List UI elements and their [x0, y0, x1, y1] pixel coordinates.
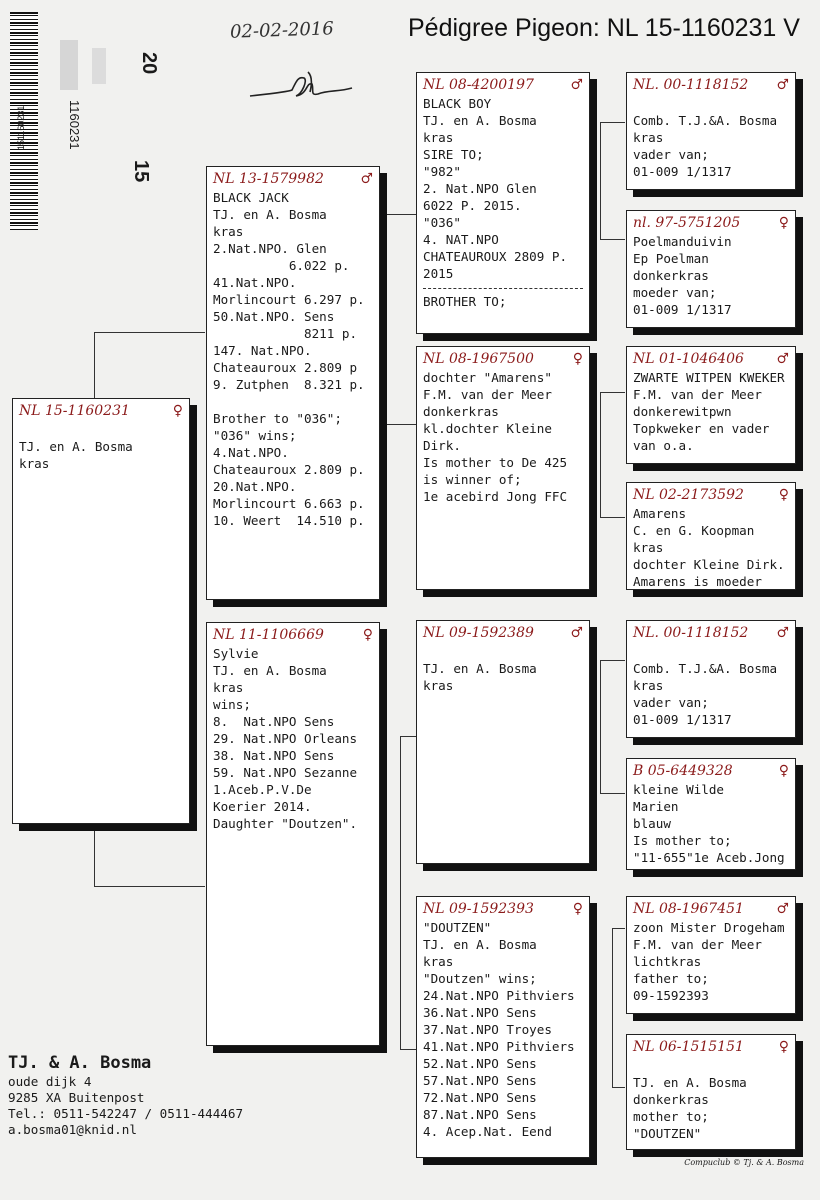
- ring-number: [633, 624, 789, 642]
- pigeon-info-line: wins;: [213, 697, 251, 712]
- sex-icon: ♀: [572, 901, 583, 917]
- ring-number: [213, 170, 373, 188]
- owner-block: [8, 1052, 243, 1138]
- pigeon-info-line: 09-1592393: [633, 988, 709, 1003]
- pigeon-info-line: BLACK JACK: [213, 190, 289, 205]
- pigeon-info-line: Poelmanduivin: [633, 234, 732, 249]
- pigeon-info-line: dochter "Amarens": [423, 370, 552, 385]
- sex-icon: ♂: [776, 901, 789, 917]
- pigeon-info-line: 29. Nat.NPO Orleans: [213, 731, 358, 746]
- pigeon-info-line: "Doutzen" wins;: [423, 971, 537, 986]
- ring-text: NL 08-1967500: [423, 351, 534, 367]
- pigeon-info-line: [633, 643, 789, 660]
- pigeon-info-line: Morlincourt 6.297 p.: [213, 292, 365, 307]
- ring-label: 1160231: [67, 100, 82, 150]
- ring-text: NL 06-1515151: [633, 1039, 744, 1055]
- sex-icon: ♂: [570, 77, 583, 93]
- sex-icon: ♂: [776, 77, 789, 93]
- pigeon-info-line: "DOUTZEN": [633, 1126, 702, 1141]
- pigeon-box-sire: [206, 166, 380, 600]
- pigeon-info-line: 2. Nat.NPO Glen: [423, 181, 537, 196]
- ring-text: NL 13-1579982: [213, 171, 324, 187]
- pigeon-info-line: [423, 643, 583, 660]
- pigeon-box-sire-dam-dam: [626, 482, 796, 590]
- number-label: 15: [130, 160, 152, 183]
- pigeon-info-line: 87.Nat.NPO Sens: [423, 1107, 537, 1122]
- connector: [386, 214, 417, 424]
- pigeon-info-line: Daughter "Doutzen".: [213, 816, 358, 831]
- pigeon-info-line: mother to;: [633, 1109, 709, 1124]
- pigeon-info-line: dochter Kleine Dirk.: [633, 557, 785, 572]
- sex-icon: ♀: [778, 1039, 789, 1055]
- connector: [400, 736, 417, 1050]
- pigeon-info-line: TJ. en A. Bosma: [423, 113, 537, 128]
- pigeon-info-line: 10. Weert 14.510 p.: [213, 513, 365, 528]
- ring-text: NL 08-4200197: [423, 77, 534, 93]
- pigeon-info-line: TJ. en A. Bosma: [213, 207, 327, 222]
- pigeon-info-line: kras: [633, 678, 664, 693]
- pigeon-info-line: kras: [19, 456, 50, 471]
- sex-icon: ♂: [360, 171, 373, 187]
- pigeon-info-line: Ep Poelman: [633, 251, 709, 266]
- pigeon-info-line: 4.Nat.NPO.: [213, 445, 289, 460]
- pigeon-box-dam: [206, 622, 380, 1046]
- ring-number: [213, 626, 373, 644]
- pigeon-info-line: Morlincourt 6.663 p.: [213, 496, 365, 511]
- owner-address-street: oude dijk 4: [8, 1074, 92, 1089]
- ring-number: [633, 76, 789, 94]
- pigeon-info-line: F.M. van der Meer: [423, 387, 552, 402]
- ring-number: [423, 900, 583, 918]
- pigeon-info-line: donkerkras: [633, 268, 709, 283]
- pigeon-info-line: donkerewitpwn: [633, 404, 732, 419]
- pigeon-info-line: Is mother to De 425: [423, 455, 568, 470]
- sex-icon: ♀: [778, 487, 789, 503]
- ring-text: NL 01-1046406: [633, 351, 744, 367]
- connector: [600, 392, 625, 518]
- ring-number: [19, 402, 183, 420]
- pigeon-info-line: 4. Acep.Nat. Eend: [423, 1124, 552, 1139]
- signature: [248, 68, 378, 108]
- pigeon-box-sire-dam: [416, 346, 590, 590]
- pigeon-info-line: "DOUTZEN": [423, 920, 492, 935]
- pigeon-info-line: Sylvie: [213, 646, 259, 661]
- owner-phone: Tel.: 0511-542247 / 0511-444467: [8, 1106, 244, 1121]
- ring-number: [633, 762, 789, 780]
- pigeon-box-dam-dam-sire: [626, 896, 796, 1014]
- pigeon-box-sire-sire: [416, 72, 590, 334]
- pigeon-info-line: Amarens: [633, 506, 687, 521]
- ring-number: [633, 486, 789, 504]
- page-title: Pédigree Pigeon: NL 15-1160231 V: [408, 14, 800, 42]
- pigeon-info-line: "982": [423, 164, 461, 179]
- pigeon-info-line: Dirk.: [423, 438, 461, 453]
- pigeon-info-line: 8211 p.: [213, 326, 358, 341]
- ring-number: [633, 350, 789, 368]
- sex-icon: ♀: [362, 627, 373, 643]
- pigeon-info-line: 9. Zutphen 8.321 p.: [213, 377, 365, 392]
- pigeon-info-line: ZWARTE WITPEN KWEKER: [633, 370, 785, 385]
- pigeon-info-line: Comb. T.J.&A. Bosma: [633, 113, 778, 128]
- pigeon-info-line: 59. Nat.NPO Sezanne: [213, 765, 358, 780]
- pigeon-info-line: Brother to "036";: [213, 411, 342, 426]
- pigeon-info-line: 2.Nat.NPO. Glen: [213, 241, 327, 256]
- pigeon-info-line: kras: [213, 680, 244, 695]
- pigeon-info-line: is winner of;: [423, 472, 522, 487]
- pigeon-info-line: kras: [423, 678, 454, 693]
- pigeon-info-line: 6022 P. 2015.: [423, 198, 522, 213]
- connector: [386, 214, 416, 215]
- connector: [94, 824, 205, 887]
- pigeon-info-line: vader van;: [633, 147, 709, 162]
- pigeon-info-line: F.M. van der Meer: [633, 937, 762, 952]
- pigeon-box-dam-sire-dam: [626, 758, 796, 870]
- pigeon-info-line: BROTHER TO;: [423, 294, 507, 309]
- pigeon-info-line: kleine Wilde: [633, 782, 724, 797]
- connector: [600, 660, 625, 794]
- pigeon-info-line: kras: [423, 954, 454, 969]
- ring-number: [423, 76, 583, 94]
- ring-text: NL 09-1592389: [423, 625, 534, 641]
- sex-icon: ♂: [776, 351, 789, 367]
- sticker-blur: [60, 40, 78, 90]
- ring-text: NL 08-1967451: [633, 901, 744, 917]
- footer-credit: Compuclub © Tj. & A. Bosma: [684, 1158, 804, 1167]
- pigeon-info-line: 147. Nat.NPO.: [213, 343, 312, 358]
- pigeon-info-line: TJ. en A. Bosma: [213, 663, 327, 678]
- pigeon-info-line: 4. NAT.NPO: [423, 232, 499, 247]
- year-label: 20: [138, 52, 160, 75]
- connector: [386, 424, 416, 425]
- pigeon-box-dam-dam: [416, 896, 590, 1158]
- pigeon-info-line: 52.Nat.NPO Sens: [423, 1056, 537, 1071]
- barcode-number: 151160231: [16, 105, 26, 150]
- ring-number: [633, 900, 789, 918]
- pigeon-info-line: F.M. van der Meer: [633, 387, 762, 402]
- divider: [423, 288, 583, 289]
- pigeon-box-sire-sire-sire: [626, 72, 796, 190]
- owner-name: TJ. & A. Bosma: [8, 1053, 152, 1073]
- pigeon-info-line: 50.Nat.NPO. Sens: [213, 309, 335, 324]
- pigeon-info-line: lichtkras: [633, 954, 702, 969]
- ring-text: NL. 00-1118152: [633, 77, 749, 93]
- pigeon-info-line: Is mother to;: [633, 833, 732, 848]
- pigeon-info-line: BLACK BOY: [423, 96, 492, 111]
- pigeon-info-line: TJ. en A. Bosma: [19, 439, 133, 454]
- pigeon-info-line: Topkweker en vader: [633, 421, 770, 436]
- pigeon-info-line: 72.Nat.NPO Sens: [423, 1090, 537, 1105]
- ring-number: [633, 1038, 789, 1056]
- pigeon-info-line: Koerier 2014.: [213, 799, 312, 814]
- pigeon-info-line: [633, 95, 789, 112]
- pigeon-info-line: Chateauroux 2.809 p.: [213, 462, 365, 477]
- ring-number: [633, 214, 789, 232]
- pigeon-info-line: SIRE TO;: [423, 147, 484, 162]
- pigeon-info-line: 01-009 1/1317: [633, 302, 732, 317]
- connector: [600, 122, 625, 240]
- ring-text: NL 09-1592393: [423, 901, 534, 917]
- ring-text: NL 02-2173592: [633, 487, 744, 503]
- pigeon-info-line: "11-655"1e Aceb.Jong: [633, 850, 785, 865]
- sex-icon: ♂: [570, 625, 583, 641]
- pigeon-info-line: donkerkras: [633, 1092, 709, 1107]
- pigeon-info-line: TJ. en A. Bosma: [633, 1075, 747, 1090]
- pigeon-info-line: 8. Nat.NPO Sens: [213, 714, 335, 729]
- pigeon-info-line: Chateauroux 2.809 p: [213, 360, 358, 375]
- pigeon-info-line: Marien: [633, 799, 679, 814]
- ring-number: [423, 350, 583, 368]
- pigeon-box-sire-dam-sire: [626, 346, 796, 464]
- pigeon-info-line: "036" wins;: [213, 428, 297, 443]
- connector: [94, 332, 205, 399]
- pigeon-info-line: vader van;: [633, 695, 709, 710]
- pigeon-info-line: 36.Nat.NPO Sens: [423, 1005, 537, 1020]
- pigeon-info-line: 1e acebird Jong FFC: [423, 489, 568, 504]
- pigeon-info-line: 01-009 1/1317: [633, 712, 732, 727]
- ring-number: [423, 624, 583, 642]
- pigeon-info-line: CHATEAUROUX 2809 P.: [423, 249, 568, 264]
- pigeon-info-line: kras: [633, 130, 664, 145]
- pigeon-info-line: Amarens is moeder: [633, 574, 762, 589]
- pigeon-box-dam-sire-sire: [626, 620, 796, 738]
- sex-icon: ♀: [172, 403, 183, 419]
- sex-icon: ♀: [778, 763, 789, 779]
- sex-icon: ♀: [778, 215, 789, 231]
- pigeon-box-dam-dam-dam: [626, 1034, 796, 1150]
- pigeon-info-line: van o.a.: [633, 438, 694, 453]
- pigeon-box-dam-sire: [416, 620, 590, 864]
- pigeon-info-line: zoon Mister Drogeham: [633, 920, 785, 935]
- pigeon-info-line: 41.Nat.NPO Pithviers: [423, 1039, 575, 1054]
- owner-address-city: 9285 XA Buitenpost: [8, 1090, 145, 1105]
- pigeon-info-line: TJ. en A. Bosma: [423, 937, 537, 952]
- ring-text: nl. 97-5751205: [633, 215, 741, 231]
- handwritten-date: 02-02-2016: [229, 18, 335, 43]
- ring-text: NL. 00-1118152: [633, 625, 749, 641]
- pigeon-info-line: 57.Nat.NPO Sens: [423, 1073, 537, 1088]
- ring-text: NL 15-1160231: [19, 403, 130, 419]
- pigeon-info-line: C. en G. Koopman: [633, 523, 755, 538]
- pigeon-box-main: [12, 398, 190, 824]
- pigeon-info-line: 1.Aceb.P.V.De: [213, 782, 312, 797]
- sex-icon: ♀: [572, 351, 583, 367]
- pigeon-info-line: 37.Nat.NPO Troyes: [423, 1022, 552, 1037]
- pigeon-info-line: "036": [423, 215, 461, 230]
- pigeon-info-line: blauw: [633, 816, 671, 831]
- pigeon-info-line: kras: [633, 540, 664, 555]
- pigeon-info-line: 6.022 p.: [213, 258, 350, 273]
- pigeon-info-line: 41.Nat.NPO.: [213, 275, 297, 290]
- sex-icon: ♂: [776, 625, 789, 641]
- pigeon-info-line: [19, 421, 183, 438]
- owner-email: a.bosma01@knid.nl: [8, 1122, 137, 1137]
- pigeon-info-line: donkerkras: [423, 404, 499, 419]
- pigeon-info-line: 20.Nat.NPO.: [213, 479, 297, 494]
- pigeon-info-line: kl.dochter Kleine: [423, 421, 552, 436]
- connector: [612, 928, 625, 1088]
- sticker-blur: [92, 48, 106, 84]
- pigeon-info-line: 24.Nat.NPO Pithviers: [423, 988, 575, 1003]
- pigeon-info-line: kras: [423, 130, 454, 145]
- ring-text: NL 11-1106669: [213, 627, 324, 643]
- pigeon-info-line: father to;: [633, 971, 709, 986]
- pigeon-box-sire-sire-dam: [626, 210, 796, 328]
- pigeon-info-line: 2015: [423, 266, 454, 281]
- pigeon-info-line: [633, 1057, 789, 1074]
- ring-text: B 05-6449328: [633, 763, 733, 779]
- pigeon-info-line: 38. Nat.NPO Sens: [213, 748, 335, 763]
- pigeon-info-line: 01-009 1/1317: [633, 164, 732, 179]
- pigeon-info-line: TJ. en A. Bosma: [423, 661, 537, 676]
- pigeon-info-line: [213, 393, 373, 410]
- pigeon-info-line: kras: [213, 224, 244, 239]
- pigeon-info-line: moeder van;: [633, 285, 717, 300]
- pigeon-info-line: Comb. T.J.&A. Bosma: [633, 661, 778, 676]
